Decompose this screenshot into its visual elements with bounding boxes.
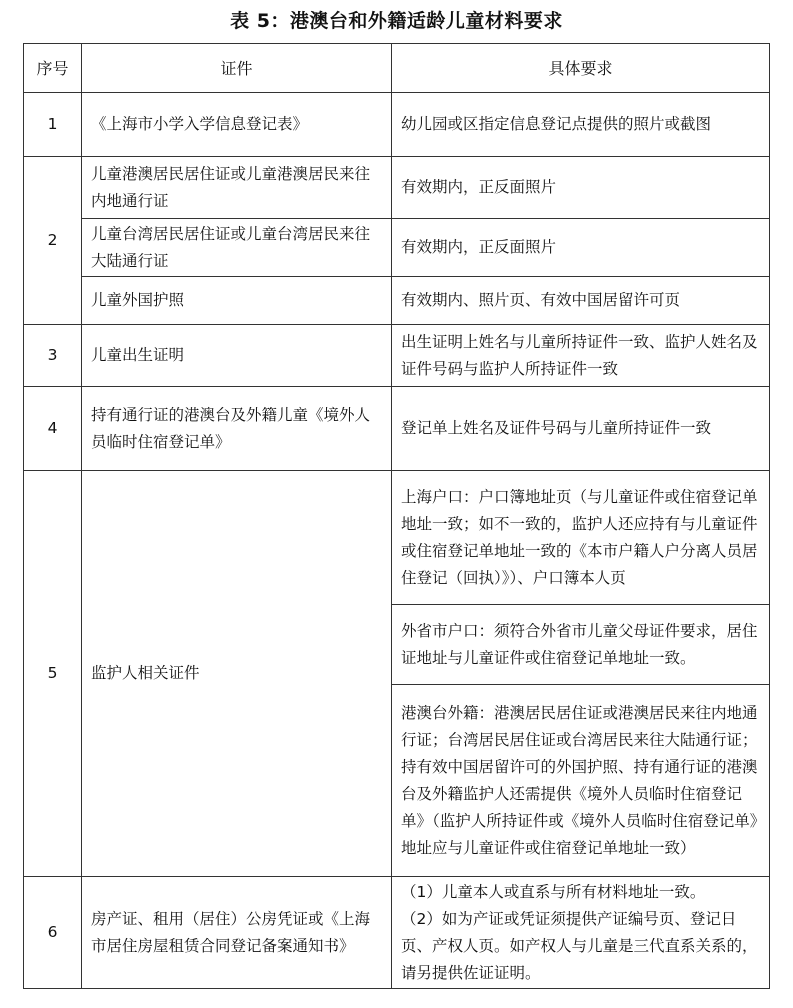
table-row bbox=[24, 325, 770, 387]
table-row bbox=[24, 387, 770, 471]
header-requirement: 具体要求 bbox=[392, 44, 770, 93]
header-number: 序号 bbox=[24, 44, 82, 93]
row-number: 5 bbox=[24, 471, 82, 877]
requirement-cell: 外省市户口：须符合外省市儿童父母证件要求，居住证地址与儿童证件或住宿登记单地址一致。 bbox=[392, 605, 770, 685]
row-number: 3 bbox=[24, 325, 82, 387]
header-document: 证件 bbox=[82, 44, 392, 93]
document-cell: 儿童出生证明 bbox=[82, 325, 392, 387]
row-number: 4 bbox=[24, 387, 82, 471]
requirement-cell: 上海户口：户口簿地址页（与儿童证件或住宿登记单地址一致；如不一致的，监护人还应持有与儿童证件或住宿登记单地址一致的《本市户籍人户分离人员居住登记（回执）》）、户口簿本人页 bbox=[392, 471, 770, 605]
requirement-cell: 有效期内，正反面照片 bbox=[392, 219, 770, 277]
row-number: 2 bbox=[24, 157, 82, 325]
document-cell: 《上海市小学入学信息登记表》 bbox=[82, 93, 392, 157]
table-row bbox=[24, 471, 770, 605]
document-cell: 儿童外国护照 bbox=[82, 277, 392, 325]
document-cell: 儿童台湾居民居住证或儿童台湾居民来往大陆通行证 bbox=[82, 219, 392, 277]
table-header-row bbox=[24, 44, 770, 93]
requirement-line: （1）儿童本人或直系与所有材料地址一致。 bbox=[401, 882, 706, 901]
requirements-table bbox=[23, 43, 770, 989]
table-row bbox=[24, 877, 770, 989]
requirement-cell: 出生证明上姓名与儿童所持证件一致、监护人姓名及证件号码与监护人所持证件一致 bbox=[392, 325, 770, 387]
table-row bbox=[24, 93, 770, 157]
requirement-cell: 登记单上姓名及证件号码与儿童所持证件一致 bbox=[392, 387, 770, 471]
document-cell: 监护人相关证件 bbox=[82, 471, 392, 877]
requirement-cell: 幼儿园或区指定信息登记点提供的照片或截图 bbox=[392, 93, 770, 157]
requirement-cell: 有效期内、照片页、有效中国居留许可页 bbox=[392, 277, 770, 325]
table-title: 表 5：港澳台和外籍适龄儿童材料要求 bbox=[230, 10, 563, 32]
row-number: 6 bbox=[24, 877, 82, 989]
document-cell: 房产证、租用（居住）公房凭证或《上海市居住房屋租赁合同登记备案通知书》 bbox=[82, 877, 392, 989]
requirement-cell: 有效期内，正反面照片 bbox=[392, 157, 770, 219]
requirement-line: （2）如为产证或凭证须提供产证编号页、登记日页、产权人页。如产权人与儿童是三代直系关系的，请另提供佐证证明。 bbox=[401, 909, 758, 982]
document-cell: 持有通行证的港澳台及外籍儿童《境外人员临时住宿登记单》 bbox=[82, 387, 392, 471]
row-number: 1 bbox=[24, 93, 82, 157]
table-row bbox=[24, 277, 770, 325]
requirement-cell bbox=[392, 877, 770, 989]
table-row bbox=[24, 219, 770, 277]
document-cell: 儿童港澳居民居住证或儿童港澳居民来往内地通行证 bbox=[82, 157, 392, 219]
requirement-cell: 港澳台外籍：港澳居民居住证或港澳居民来往内地通行证；台湾居民居住证或台湾居民来往大陆通行证；持有效中国居留许可的外国护照、持有通行证的港澳台及外籍监护人还需提供《境外人员临时住宿登记单》（监护人所持证件或《境外人员临时住宿登记单》地址应与儿童证件或住宿登记单地址一致） bbox=[392, 685, 770, 877]
table-row bbox=[24, 157, 770, 219]
